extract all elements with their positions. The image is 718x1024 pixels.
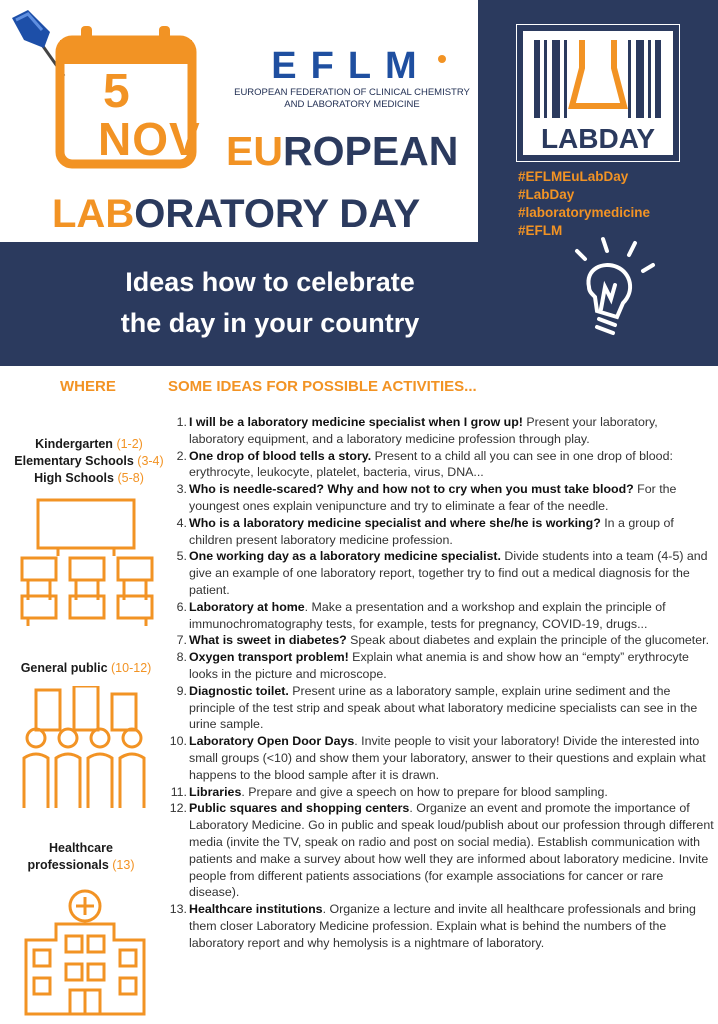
eflm-logo (228, 46, 474, 84)
idea-text: Explain what anemia is and show how an “empty” erythrocyte looks in the picture and microscope. (189, 650, 689, 681)
hashtag: #LabDay (518, 187, 575, 202)
idea-number: 10. (169, 734, 187, 749)
ideas-list (162, 414, 714, 952)
title-laboratory-day (52, 192, 420, 237)
idea-number: 9. (176, 683, 187, 698)
idea-item (162, 901, 714, 951)
audience-elementary (2, 453, 176, 470)
page-subtitle (40, 262, 500, 344)
idea-text: . Make a presentation and a workshop and explain the principle of immunochromatography tests, for example, tests for pregnancy, COVID-19, drugs... (189, 599, 666, 631)
org-full-name (232, 87, 472, 111)
audience-count: (10-12) (111, 661, 152, 675)
idea-number: 2. (176, 448, 187, 463)
idea-number: 3. (176, 482, 187, 497)
audience-schools (2, 436, 176, 487)
audience-count: (5-8) (117, 471, 144, 485)
idea-number: 6. (176, 599, 187, 614)
audience-label: Elementary Schools (14, 454, 134, 468)
audience-count: (3-4) (137, 454, 164, 468)
audience-general-public (4, 660, 168, 677)
idea-text: Speak about diabetes and explain the principle of the glucometer. (346, 633, 710, 648)
eflm-logo-text: EFLM (271, 46, 431, 84)
idea-number: 4. (176, 515, 187, 530)
date-month: NOV (98, 113, 201, 165)
audience-high-school (2, 470, 176, 487)
audience-count: (1-2) (116, 437, 143, 451)
idea-number: 1. (176, 415, 187, 429)
title-european-highlight: EU (226, 128, 283, 174)
title-lab-highlight: LAB (52, 192, 135, 236)
idea-title: I will be a laboratory medicine specialist when I grow up! (189, 415, 523, 429)
idea-item (162, 632, 714, 649)
title-laboratory-day-rest: ORATORY DAY (134, 192, 421, 236)
idea-item (162, 481, 714, 515)
audience-healthcare (6, 840, 156, 874)
idea-text: . Invite people to visit your laboratory! Divide the interested into small groups (<10) and show them your laboratory, answer to their questions and explain what happens to the blood sample after it is drawn. (189, 734, 706, 782)
idea-number: 12. (169, 801, 187, 816)
idea-item (162, 649, 714, 683)
idea-item (162, 515, 714, 549)
hashtag: #laboratorymedicine (518, 205, 651, 220)
idea-text: Present your laboratory, laboratory equipment, and a laboratory medicine profession through play. (189, 415, 658, 446)
idea-number: 11. (170, 784, 187, 799)
idea-title: Libraries (189, 784, 242, 799)
hospital-icon (22, 888, 148, 1018)
idea-title: Who is a laboratory medicine specialist and where she/he is working? (189, 515, 601, 530)
idea-title: Who is needle-scared? Why and how not to cry when you must take blood? (189, 482, 634, 497)
people-group-icon (20, 686, 152, 812)
idea-text: . Organize a lecture and invite all healthcare professionals and bring them closer Laboratory Medicine profession. Explain what is behind the numbers of the laboratory report and why hemolysis is a nightmare of laboratory. (189, 902, 696, 950)
idea-number: 8. (176, 650, 187, 665)
idea-title: Diagnostic toilet. (189, 683, 289, 698)
labday-logo (516, 24, 680, 162)
idea-text: . Organize an event and promote the importance of Laboratory Medicine. Go in public and speak loud/publish about our profession through different media (invite the TV, speak on radio and post on social media). Establish communication with patients and make a survey about how well they are informed about laboratory medicine. Invite people from different patients associations (for example associations for cancer or rare disease). (189, 801, 714, 900)
labday-logo-text: LABDAY (540, 123, 656, 154)
title-european (226, 128, 458, 175)
idea-title: What is sweet in diabetes? (189, 633, 347, 648)
idea-text: For the youngest ones explain venipuncture and try to eliminate a fear of the needle. (189, 482, 677, 513)
idea-item (162, 414, 714, 448)
audience-label: High Schools (34, 471, 114, 485)
audience-label: Kindergarten (35, 437, 113, 451)
audience-count: (13) (112, 858, 135, 872)
idea-item (162, 448, 714, 482)
idea-text: Present urine as a laboratory sample, explain urine sediment and the principle of the test strip and speak about what laboratory medicine specialists can see in the urine sample. (189, 683, 698, 732)
idea-title: Oxygen transport problem! (189, 650, 349, 665)
title-european-rest: ROPEAN (282, 128, 459, 174)
audience-label: General public (20, 661, 108, 675)
idea-text: In a group of children present laboratory medicine profession. (189, 515, 674, 547)
idea-item (162, 733, 714, 783)
hashtag: #EFLM (518, 223, 563, 238)
idea-item (162, 784, 714, 801)
idea-title: One drop of blood tells a story. (189, 448, 372, 463)
date-day: 5 (103, 65, 130, 118)
org-name-line1: EUROPEAN FEDERATION OF CLINICAL CHEMISTRY (234, 87, 470, 98)
idea-text: Present to a child all you can see in one drop of blood: erythrocyte, leukocyte, platelet, bacteria, virus, DNA... (189, 448, 673, 480)
idea-title: One working day as a laboratory medicine specialist. (189, 549, 501, 564)
idea-text: . Prepare and give a speech on how to prepare for blood sampling. (241, 784, 608, 799)
audience-label: professionals (27, 858, 109, 872)
subtitle-line2: the day in your country (120, 308, 420, 338)
org-name-line2: AND LABORATORY MEDICINE (284, 99, 420, 110)
idea-title: Laboratory at home (189, 599, 305, 614)
idea-item (162, 548, 714, 598)
subtitle-line1: Ideas how to celebrate (125, 267, 415, 297)
column-header-where: WHERE (60, 378, 116, 395)
idea-number: 5. (176, 549, 187, 564)
idea-text: Divide students into a team (4-5) and give an example of one laboratory report, together try to find out a medical diagnosis for the patient. (189, 549, 708, 597)
classroom-icon (18, 496, 156, 628)
idea-number: 13. (169, 902, 187, 917)
light-bulb-icon (555, 225, 665, 345)
idea-number: 7. (176, 633, 187, 648)
idea-title: Public squares and shopping centers (189, 801, 410, 816)
hashtag: #EFLMEuLabDay (518, 169, 629, 184)
idea-item (162, 683, 714, 733)
audience-kindergarten (2, 436, 176, 453)
idea-item (162, 599, 714, 633)
idea-title: Laboratory Open Door Days (189, 734, 355, 749)
idea-item (162, 800, 714, 901)
audience-label: Healthcare (49, 841, 113, 855)
column-header-ideas: SOME IDEAS FOR POSSIBLE ACTIVITIES... (168, 378, 477, 395)
idea-title: Healthcare institutions (189, 902, 323, 917)
